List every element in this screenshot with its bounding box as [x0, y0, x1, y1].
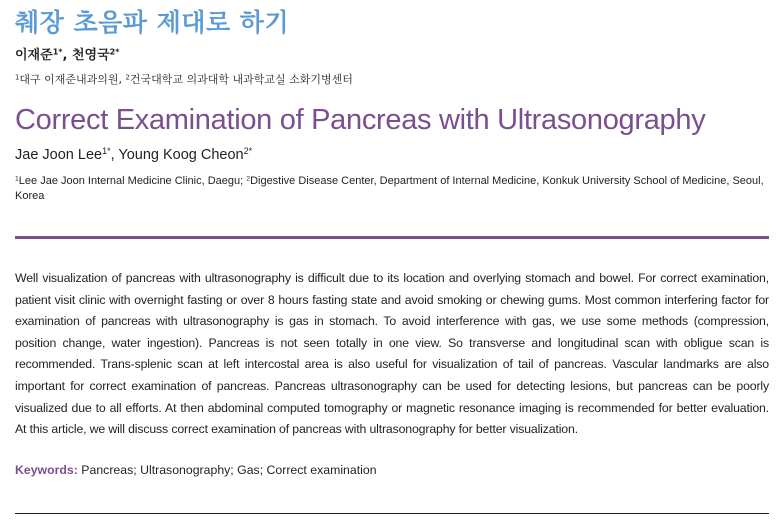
- keywords-text: Pancreas; Ultrasonography; Gas; Correct examination: [81, 463, 377, 477]
- author-name: 이재준: [15, 48, 53, 63]
- korean-authors: [15, 44, 119, 63]
- affiliation-superscript: 2: [125, 73, 130, 82]
- author-separator: ,: [110, 147, 119, 163]
- english-title: Correct Examination of Pancreas with Ultrasonography: [15, 104, 706, 136]
- korean-affiliation: [15, 71, 353, 87]
- keywords-label: Keywords:: [15, 463, 78, 477]
- korean-title: 췌장 초음파 제대로 하기: [15, 8, 290, 37]
- affiliation-text: Lee Jae Joon Internal Medicine Clinic, Daegu;: [18, 175, 247, 187]
- author-superscript: 2*: [243, 146, 253, 157]
- author-superscript: 1*: [52, 47, 63, 57]
- author-separator: ,: [62, 48, 72, 63]
- english-authors: [15, 147, 252, 163]
- footer-divider: [15, 513, 769, 514]
- author-superscript: 2*: [109, 47, 120, 57]
- author-superscript: 1*: [102, 146, 111, 157]
- affiliation-text: Digestive Disease Center, Department of Internal Medicine, Konkuk University School of Medicine, Seoul, Korea: [15, 175, 764, 202]
- affiliation-superscript: 2: [246, 175, 251, 183]
- affiliation-superscript: 1: [15, 175, 19, 183]
- affiliation-text: 대구 이재준내과의원,: [19, 73, 126, 86]
- abstract-paragraph: Well visualization of pancreas with ultrasonography is difficult due to its location and overlying stomach and bowel. For correct examination, patient visit clinic with overnight fasting or over 8 hours fasting state and avoid smoking or chewing gums. Most common interfering factor for examination of pancreas with ultrasonography is gas in stomach. To avoid interference with gas, we use some methods (compression, position change, water ingestion). Pancreas is not seen totally in one view. So transverse and longitudinal scan with obligue scan is recommended. Trans-splenic scan at left intercostal area is also useful for visualization of tail of pancreas. Vascular landmarks are also important for correct examination of pancreas. Pancreas ultrasonography can be used for detecting lesions, but pancreas can be poorly visualized due to all efforts. At then abdominal computed tomography or magnetic resonance imaging is recommended for better evaluation. At this article, we will discuss correct examination of pancreas with ultrasonography for better visualization.: [15, 271, 769, 437]
- keywords-line: [15, 463, 377, 477]
- author-name: Young Koog Cheon: [118, 147, 244, 163]
- affiliation-superscript: 1: [15, 73, 20, 82]
- author-name: Jae Joon Lee: [15, 147, 103, 163]
- author-name: 천영국: [71, 48, 110, 63]
- affiliation-text: 건국대학교 의과대학 내과학교실 소화기병센터: [129, 73, 353, 86]
- header-divider: [15, 236, 769, 239]
- english-affiliation: [15, 174, 767, 204]
